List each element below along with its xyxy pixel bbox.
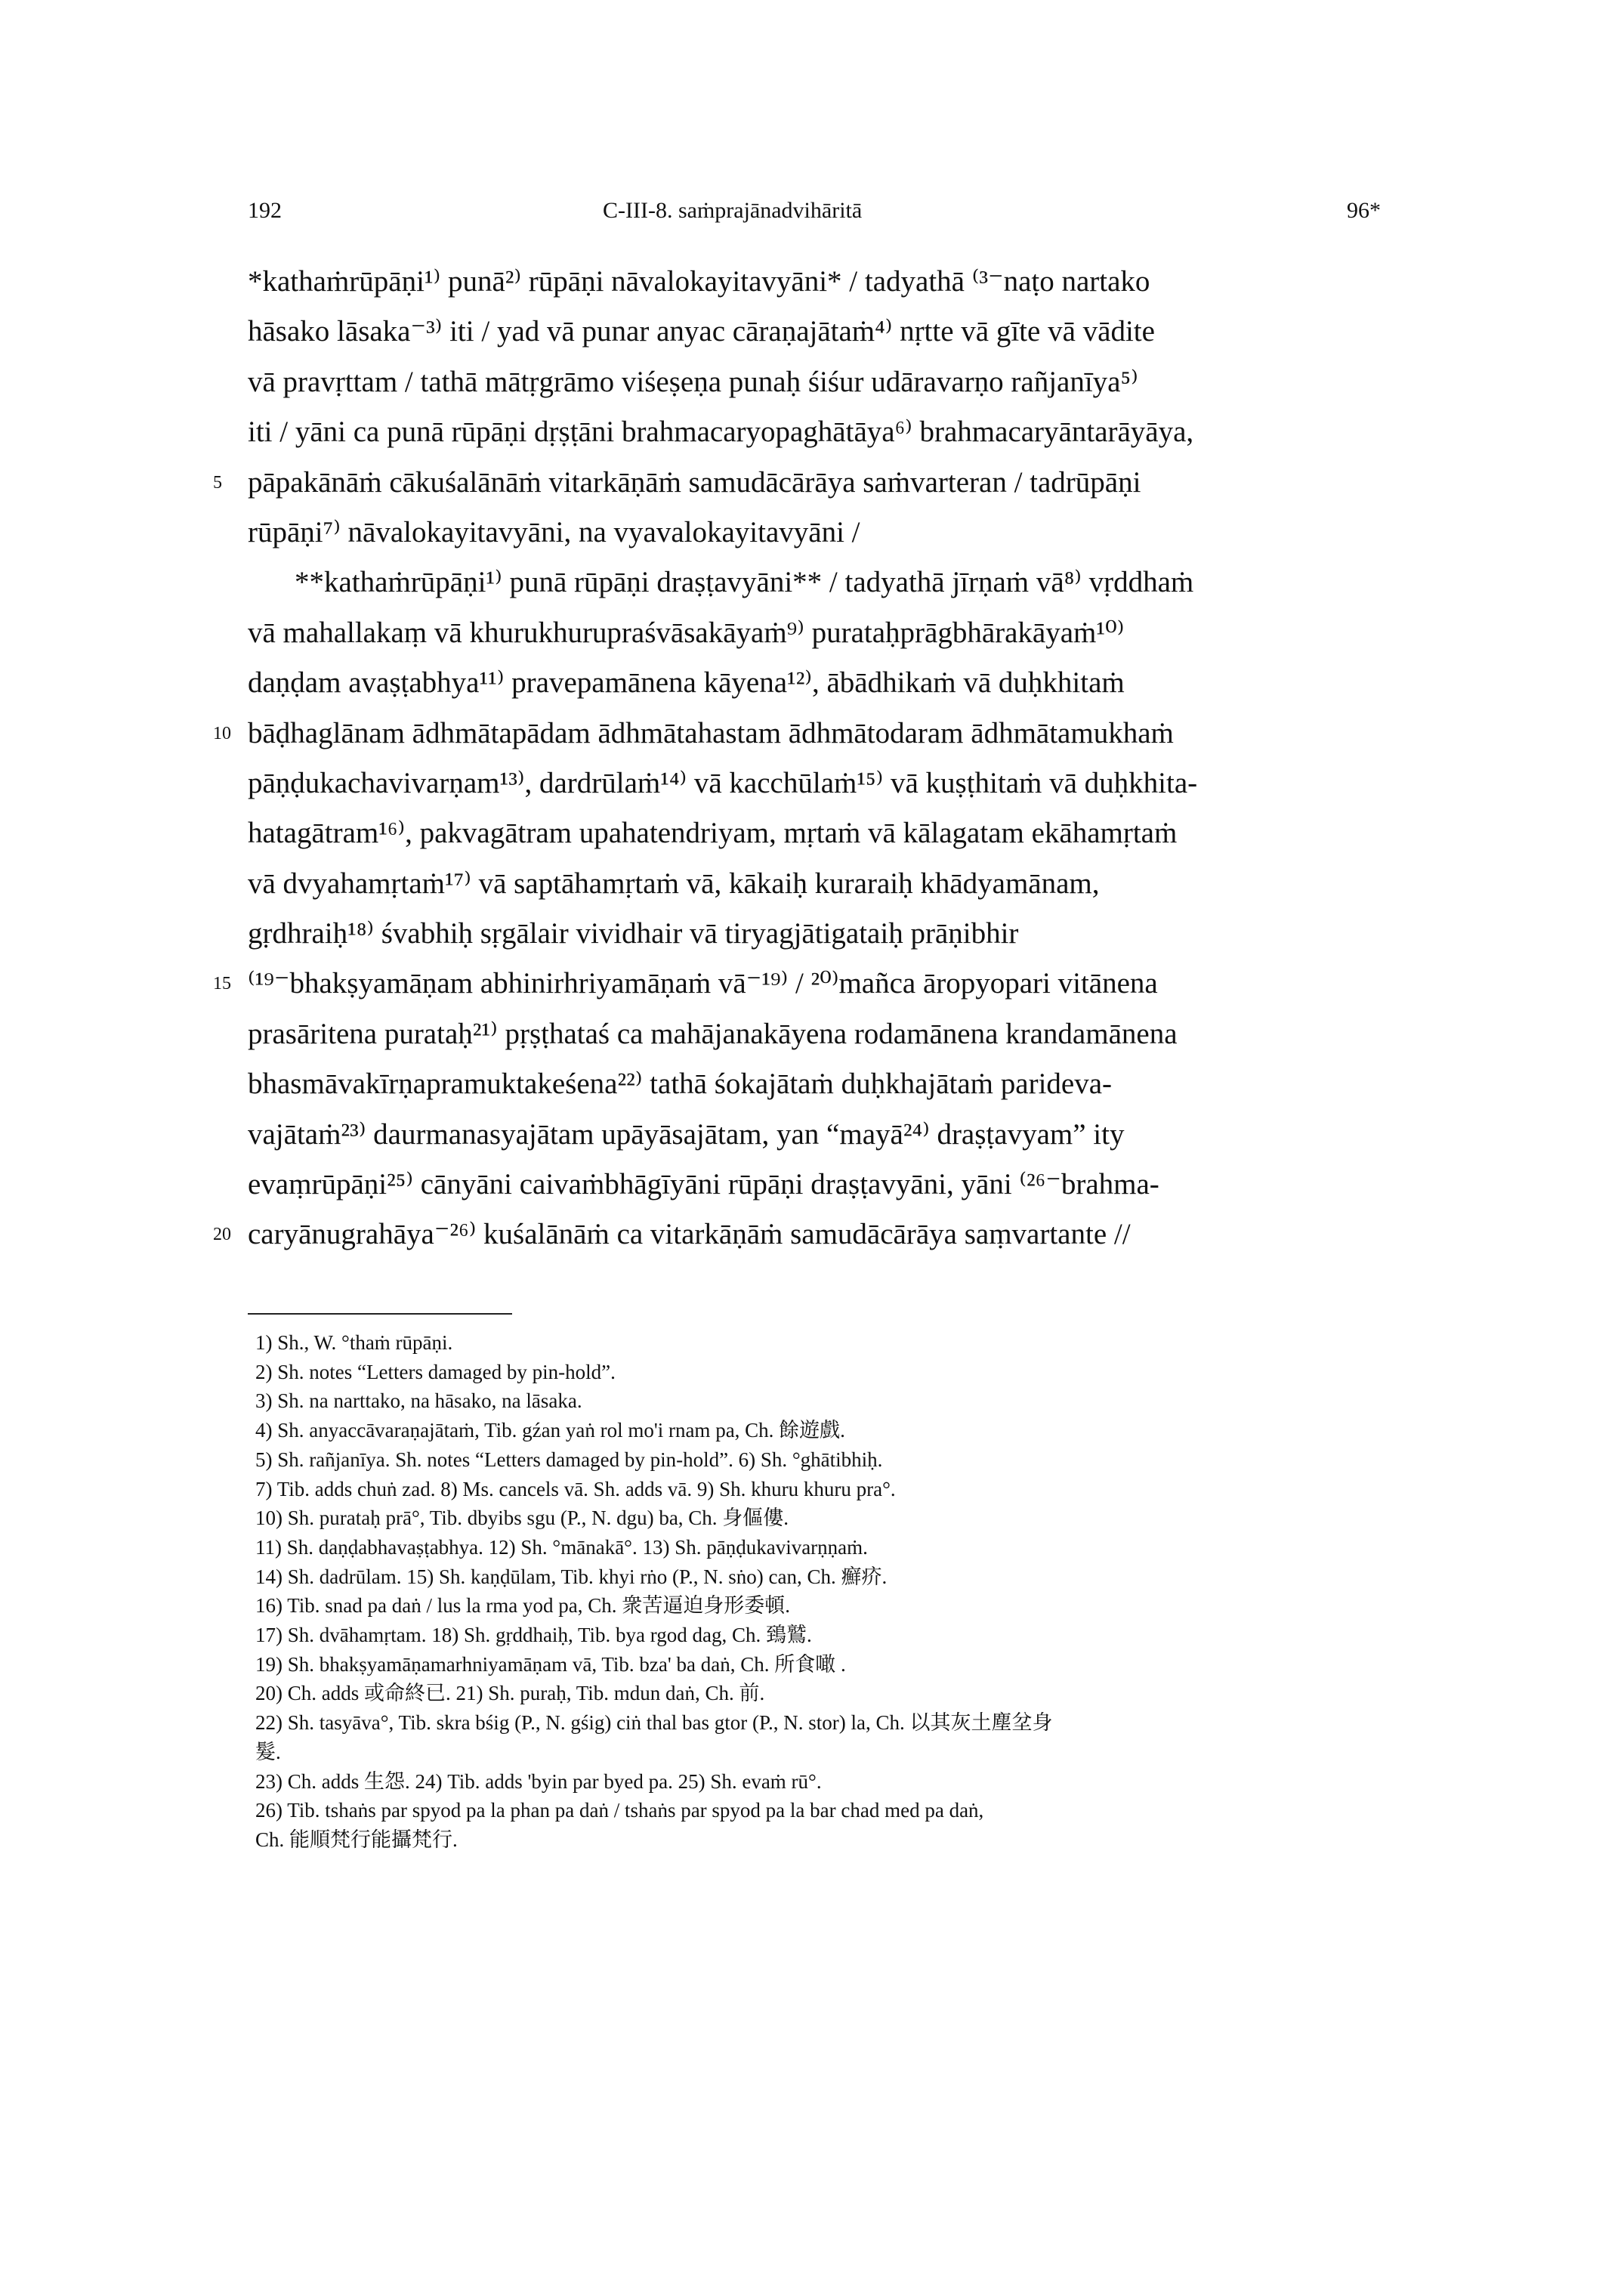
main-text [213, 257, 1403, 1260]
footnotes [255, 1328, 1403, 1855]
footnote: 20) Ch. adds 或命終已. 21) Sh. puraḥ, Tib. mdun daṅ, Ch. 前. [255, 1682, 765, 1705]
text-line [248, 1059, 1403, 1109]
footnote: 14) Sh. dadrūlam. 15) Sh. kaṇḍūlam, Tib. khyi rṅo (P., N. sṅo) can, Ch. 癬疥. [255, 1565, 888, 1588]
line-text: vā pravṛttam / tathā mātṛgrāmo viśeṣeṇa punaḥ śiśur udāravarṇo rañjanīya⁵⁾ [248, 365, 1138, 398]
line-text: hatagātram¹⁶⁾, pakvagātram upahatendriyam, mṛtaṁ vā kālagatam ekāhamṛtaṁ [248, 817, 1178, 850]
line-text: pāpakānāṁ cākuśalānāṁ vitarkāṇāṁ samudācārāya saṁvarteran / tadrūpāṇi [248, 465, 1141, 499]
line-text: pāṇḍukachavivarṇam¹³⁾, dardrūlaṁ¹⁴⁾ vā kacchūlaṁ¹⁵⁾ vā kuṣṭhitaṁ vā duḥkhita- [248, 766, 1198, 799]
line-text: *kathaṁrūpāṇi¹⁾ punā²⁾ rūpāṇi nāvalokayitavyāni* / tadyathā ⁽³⁻naṭo nartako [248, 265, 1150, 298]
footnote: 7) Tib. adds chuṅ zad. 8) Ms. cancels vā. Sh. adds vā. 9) Sh. khuru khuru pra°. [255, 1477, 896, 1500]
text-line [248, 558, 1403, 607]
text-line [248, 1110, 1403, 1160]
footnote: Ch. 能順梵行能攝梵行. [255, 1828, 458, 1851]
text-line [213, 709, 1403, 759]
text-line [248, 307, 1403, 357]
footnote: 髮. [255, 1740, 281, 1763]
line-text: vā dvyahamṛtaṁ¹⁷⁾ vā saptāhamṛtaṁ vā, kākaiḥ kuraraiḥ khādyamānam, [248, 867, 1100, 900]
line-text: bāḍhaglānam ādhmātapādam ādhmātahastam ādhmātodaram ādhmātamukhaṁ [248, 716, 1174, 749]
text-line [248, 1009, 1403, 1059]
running-title: C-III-8. saṁprajānadvihāritā [603, 198, 863, 223]
footnote: 23) Ch. adds 生怨. 24) Tib. adds 'byin par byed pa. 25) Sh. evaṁ rū°. [255, 1769, 822, 1793]
text-line [248, 357, 1403, 407]
line-text: prasāritena purataḥ²¹⁾ pṛṣṭhataś ca mahājanakāyena rodamānena krandamānena [248, 1017, 1178, 1050]
footnote: 3) Sh. na narttako, na hāsako, na lāsaka. [255, 1389, 582, 1413]
footnote: 22) Sh. tasyāva°, Tib. skra bśig (P., N. gśig) ciṅ thal bas gtor (P., N. stor) la, Ch. 以其灰土塵坌身 [255, 1711, 1053, 1735]
line-text: vajātaṁ²³⁾ daurmanasyajātam upāyāsajātam, yan “mayā²⁴⁾ draṣṭavyam” ity [248, 1117, 1125, 1151]
line-text: daṇḍam avaṣṭabhya¹¹⁾ pravepamānena kāyena¹²⁾, ābādhikaṁ vā duḥkhitaṁ [248, 666, 1125, 700]
footnote: 26) Tib. tshaṅs par spyod pa la phan pa daṅ / tshaṅs par spyod pa la bar chad med pa daṅ, [255, 1799, 984, 1822]
footnote: 5) Sh. rañjanīya. Sh. notes “Letters damaged by pin-hold”. 6) Sh. °ghātibhiḥ. [255, 1448, 883, 1471]
line-text: caryānugrahāya⁻²⁶⁾ kuśalānāṁ ca vitarkāṇāṁ samudācārāya saṃvartante // [248, 1218, 1131, 1251]
text-line [248, 608, 1403, 658]
line-text: evaṃrūpāṇi²⁵⁾ cānyāni caivaṁbhāgīyāni rūpāṇi draṣṭavyāni, yāni ⁽²⁶⁻brahma- [248, 1168, 1159, 1201]
text-line [248, 407, 1403, 457]
footnote: 19) Sh. bhakṣyamāṇamarhniyamāṇam vā, Tib. bza' ba daṅ, Ch. 所食噉 . [255, 1652, 846, 1676]
line-text: gṛdhraiḥ¹⁸⁾ śvabhiḥ sṛgālair vividhair vā tiryagjātigataiḥ prāṇibhir [248, 917, 1019, 950]
line-number: 20 [213, 1225, 231, 1245]
text-line [213, 959, 1403, 1009]
line-number: 10 [213, 723, 231, 743]
page-header [248, 198, 1381, 236]
footnote: 17) Sh. dvāhamṛtam. 18) Sh. gṛddhaiḥ, Tib. bya rgod dag, Ch. 鵄鷲. [255, 1624, 812, 1647]
line-text: **kathaṁrūpāṇi¹⁾ punā rūpāṇi draṣṭavyāni** / tadyathā jīrṇaṁ vā⁸⁾ vṛddhaṁ [295, 566, 1194, 599]
text-line [248, 257, 1403, 307]
line-text: ⁽¹⁹⁻bhakṣyamāṇam abhinirhriyamāṇaṁ vā⁻¹⁹⁾ / ²⁰⁾mañca āropyopari vitānena [248, 967, 1158, 1000]
footnote: 2) Sh. notes “Letters damaged by pin-hold”. [255, 1360, 616, 1383]
page-number: 192 [248, 198, 282, 223]
line-text: vā mahallakaṃ vā khurukhurupraśvāsakāyaṁ⁹⁾ purataḥprāgbhārakāyaṁ¹⁰⁾ [248, 616, 1125, 649]
text-line [248, 658, 1403, 708]
text-line [248, 1160, 1403, 1210]
text-line [248, 859, 1403, 909]
footnote: 11) Sh. daṇḍabhavaṣṭabhya. 12) Sh. °mānakā°. 13) Sh. pāṇḍukavivarṇṇaṁ. [255, 1535, 868, 1559]
text-line [248, 909, 1403, 959]
text-line [248, 759, 1403, 808]
footnote-divider [248, 1313, 512, 1315]
line-number: 5 [213, 472, 222, 493]
line-number: 15 [213, 974, 231, 994]
footnote: 1) Sh., W. °thaṁ rūpāṇi. [255, 1331, 453, 1354]
text-line [248, 508, 1403, 558]
footnote: 10) Sh. purataḥ prā°, Tib. dbyibs sgu (P., N. dgu) ba, Ch. 身傴僂. [255, 1506, 789, 1530]
line-text: hāsako lāsaka⁻³⁾ iti / yad vā punar anyac cāraṇajātaṁ⁴⁾ nṛtte vā gīte vā vādite [248, 315, 1155, 348]
footnote: 4) Sh. anyaccāvaraṇajātaṁ, Tib. gźan yaṅ rol mo'i rnam pa, Ch. 餘遊戲. [255, 1419, 845, 1442]
line-text: iti / yāni ca punā rūpāṇi dṛṣṭāni brahmacaryopaghātāya⁶⁾ brahmacaryāntarāyāya, [248, 416, 1194, 449]
text-line [213, 458, 1403, 508]
footnote: 16) Tib. snad pa daṅ / lus la rma yod pa, Ch. 衆苦逼迫身形委頓. [255, 1594, 790, 1618]
line-text: rūpāṇi⁷⁾ nāvalokayitavyāni, na vyavalokayitavyāni / [248, 515, 860, 549]
line-text: bhasmāvakīrṇapramuktakeśena²²⁾ tathā śokajātaṁ duḥkhajātaṁ parideva- [248, 1068, 1113, 1101]
text-line [213, 1210, 1403, 1259]
text-line [248, 808, 1403, 858]
folio-number: 96* [1347, 198, 1381, 223]
